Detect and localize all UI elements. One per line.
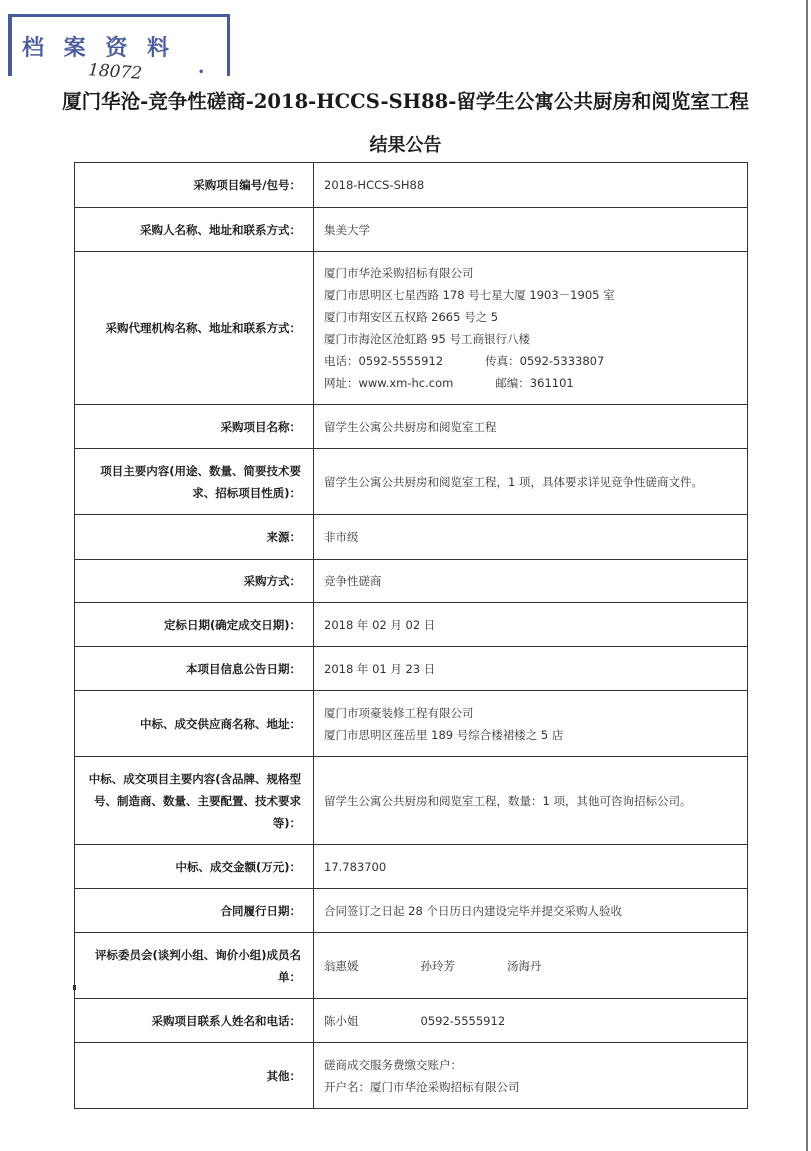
table-row	[75, 208, 748, 252]
row-label: 合同履行日期：	[75, 889, 314, 933]
row-value	[314, 691, 748, 757]
page-title: 厦门华沧-竞争性磋商-2018-HCCS-SH88-留学生公寓公共厨房和阅览室工程	[62, 90, 749, 113]
table-row	[75, 515, 748, 560]
table-row	[75, 647, 748, 691]
agency-web-post	[324, 372, 737, 394]
row-value	[314, 252, 748, 405]
row-value	[314, 933, 748, 999]
supplier-address: 厦门市思明区莲岳里 189 号综合楼裙楼之 5 店	[324, 727, 564, 742]
row-value: 留学生公寓公共厨房和阅览室工程	[314, 405, 748, 449]
row-value: 非市级	[314, 515, 748, 560]
announcement-table	[74, 162, 748, 1109]
stamp-text: 档 案 资 料	[22, 35, 175, 61]
row-label: 评标委员会(谈判小组、询价小组)成员名单：	[75, 933, 314, 999]
agency-name: 厦门市华沧采购招标有限公司	[324, 266, 474, 280]
contact-name: 陈小姐	[324, 1013, 359, 1028]
row-value: 竞争性磋商	[314, 560, 748, 603]
handwritten-note: 18072	[87, 60, 143, 84]
agency-address-3: 厦门市海沧区沧虹路 95 号工商银行八楼	[324, 332, 530, 346]
row-label: 采购项目联系人姓名和电话：	[75, 999, 314, 1043]
row-value	[314, 1043, 748, 1109]
row-value: 留学生公寓公共厨房和阅览室工程，数量：1 项，其他可咨询招标公司。	[314, 757, 748, 845]
table-row	[75, 933, 748, 999]
table-row	[75, 691, 748, 757]
scan-edge	[806, 0, 808, 1151]
margin-mark	[73, 985, 76, 990]
row-label: 本项目信息公告日期：	[75, 647, 314, 691]
row-value: 2018 年 02 月 02 日	[314, 603, 748, 647]
row-label: 其他：	[75, 1043, 314, 1109]
row-label: 中标、成交供应商名称、地址：	[75, 691, 314, 757]
other-line-1: 磋商成交服务费缴交账户：	[324, 1057, 462, 1072]
contact-phone: 0592-5555912	[420, 1013, 506, 1028]
row-value: 集美大学	[314, 208, 748, 252]
supplier-name: 厦门市项豪装修工程有限公司	[324, 705, 474, 720]
agency-phone: 电话：0592-5555912	[324, 354, 444, 368]
table-row	[75, 845, 748, 889]
table-row	[75, 889, 748, 933]
row-value: 2018 年 01 月 23 日	[314, 647, 748, 691]
table-row	[75, 603, 748, 647]
table-row	[75, 560, 748, 603]
row-label: 采购项目编号/包号：	[75, 163, 314, 208]
table-row	[75, 163, 748, 208]
table-row	[75, 449, 748, 515]
agency-website: 网址：www.xm-hc.com	[324, 376, 454, 390]
table-row	[75, 405, 748, 449]
row-label: 中标、成交项目主要内容(含品牌、规格型号、制造商、数量、主要配置、技术要求等)：	[75, 757, 314, 845]
row-value: 合同签订之日起 28 个日历日内建设完毕并提交采购人验收	[314, 889, 748, 933]
row-label: 定标日期(确定成交日期)：	[75, 603, 314, 647]
row-label: 采购人名称、地址和联系方式：	[75, 208, 314, 252]
committee-member: 孙玲芳	[420, 958, 455, 973]
table-row	[75, 1043, 748, 1109]
row-value: 2018-HCCS-SH88	[314, 163, 748, 208]
committee-member: 汤海丹	[507, 958, 542, 973]
agency-fax: 传真：0592-5333807	[485, 354, 605, 368]
row-label: 采购方式：	[75, 560, 314, 603]
table-row	[75, 757, 748, 845]
table-row	[75, 999, 748, 1043]
row-value: 17.783700	[314, 845, 748, 889]
agency-phone-fax	[324, 350, 737, 372]
row-label: 来源：	[75, 515, 314, 560]
row-label: 中标、成交金额(万元)：	[75, 845, 314, 889]
row-label: 项目主要内容(用途、数量、简要技术要求、招标项目性质)：	[75, 449, 314, 515]
row-label: 采购代理机构名称、地址和联系方式：	[75, 252, 314, 405]
row-value	[314, 999, 748, 1043]
agency-address-1: 厦门市思明区七星西路 178 号七星大厦 1903－1905 室	[324, 288, 615, 302]
agency-address-2: 厦门市翔安区五权路 2665 号之 5	[324, 310, 499, 324]
row-value: 留学生公寓公共厨房和阅览室工程，1 项，具体要求详见竞争性磋商文件。	[314, 449, 748, 515]
stamp-dot: •	[198, 67, 211, 78]
agency-postcode: 邮编：361101	[495, 376, 574, 390]
page-subtitle: 结果公告	[369, 135, 442, 156]
row-label: 采购项目名称：	[75, 405, 314, 449]
table-row	[75, 252, 748, 405]
other-line-2: 开户名：厦门市华沧采购招标有限公司	[324, 1079, 520, 1094]
committee-member: 翁惠媛	[324, 958, 359, 973]
